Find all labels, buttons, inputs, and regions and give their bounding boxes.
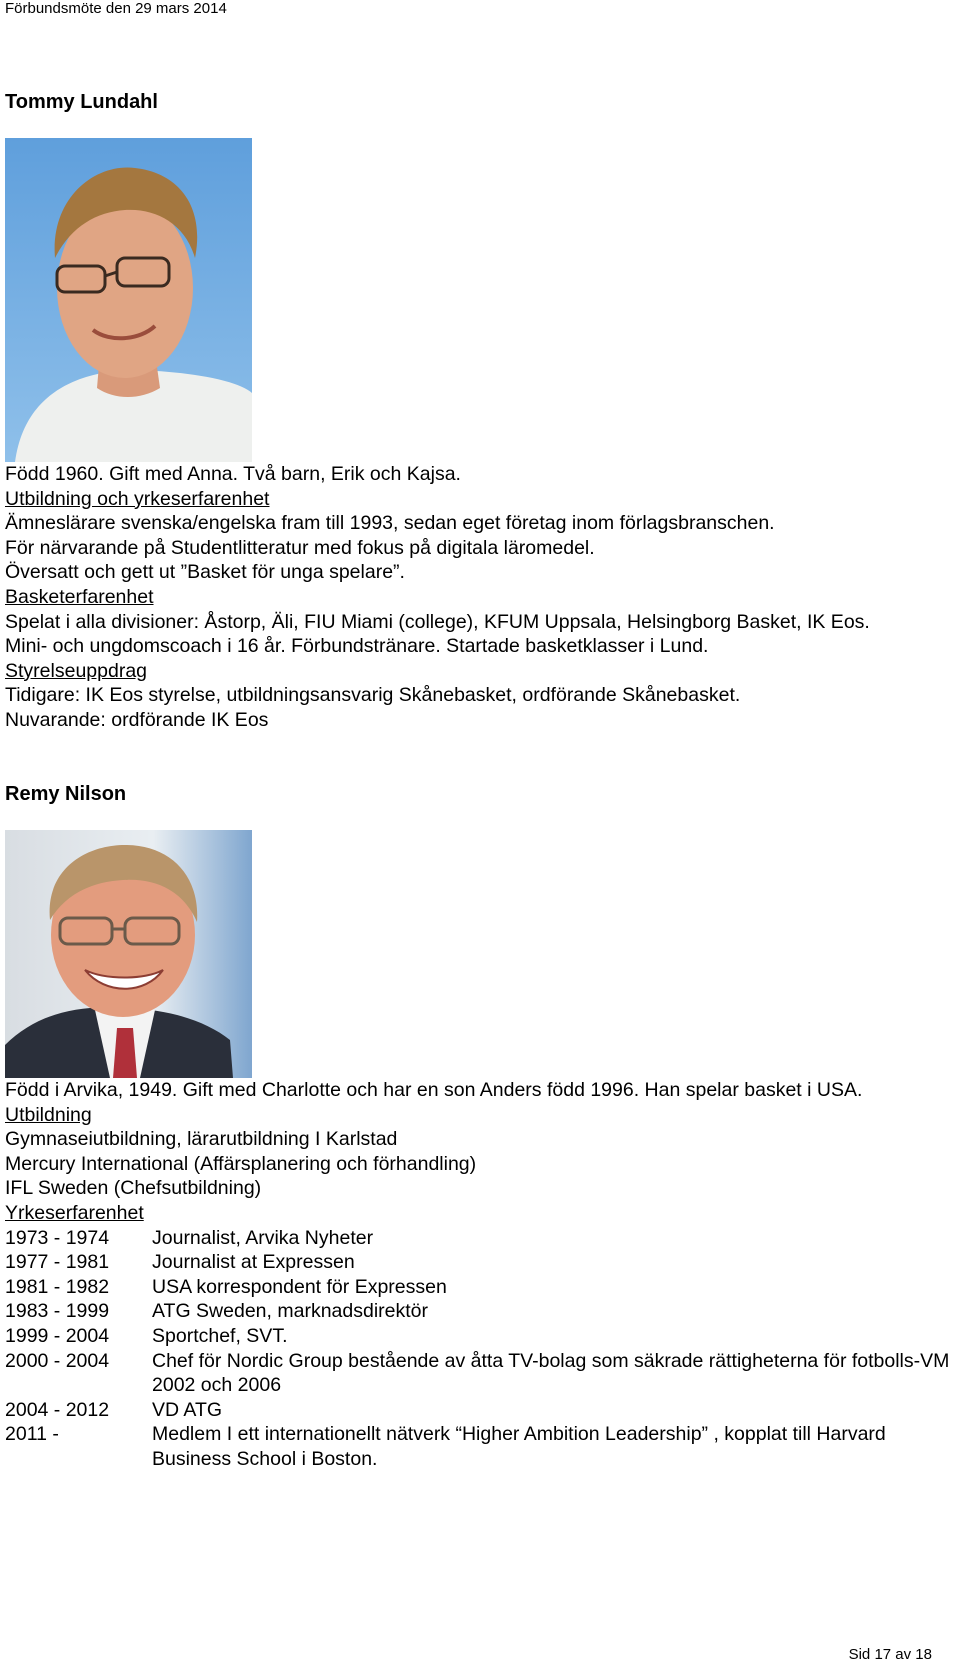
- bio-line: Född 1960. Gift med Anna. Två barn, Erik och Kajsa.: [5, 463, 461, 485]
- document-header: Förbundsmöte den 29 mars 2014: [5, 0, 227, 17]
- bio-line: Nuvarande: ordförande IK Eos: [5, 708, 269, 731]
- career-row: [5, 1324, 955, 1349]
- person-name-remy: Remy Nilson: [5, 783, 127, 805]
- career-role: Medlem I ett internationellt nätverk “Higher Ambition Leadership” , kopplat till Harvard Business School i Boston.: [152, 1423, 886, 1470]
- bio-line: Född i Arvika, 1949. Gift med Charlotte och har en son Anders född 1996. Han spelar basket i USA.: [5, 1079, 863, 1101]
- bio-line: Översatt och gett ut ”Basket för unga spelare”.: [5, 561, 405, 584]
- career-years: 1981 - 1982: [5, 1275, 110, 1298]
- section-heading-career: Yrkeserfarenhet: [5, 1201, 144, 1224]
- career-years: 2000 - 2004: [5, 1349, 110, 1372]
- bio-line: IFL Sweden (Chefsutbildning): [5, 1177, 262, 1200]
- bio-line: Spelat i alla divisioner: Åstorp, Äli, FIU Miami (college), KFUM Uppsala, Helsingborg Basket, IK Eos.: [5, 610, 870, 633]
- bio-line: Mini- och ungdomscoach i 16 år. Förbundstränare. Startade basketklasser i Lund.: [5, 635, 709, 658]
- career-row: [5, 1250, 955, 1275]
- page-number: Sid 17 av 18: [848, 1646, 932, 1663]
- portrait-photo-icon: [5, 138, 252, 462]
- bio-line: Ämneslärare svenska/engelska fram till 1993, sedan eget företag inom förlagsbranschen.: [5, 512, 775, 535]
- career-row: [5, 1275, 955, 1300]
- portrait-photo-remy: [5, 830, 252, 1078]
- bio-line: Gymnaseiutbildning, lärarutbildning I Karlstad: [5, 1128, 398, 1151]
- career-years: 1983 - 1999: [5, 1300, 110, 1323]
- bio-remy: [5, 1078, 955, 1472]
- career-role: Chef för Nordic Group bestående av åtta TV-bolag som säkrade rättigheterna för fotbolls-VM 2002 och 2006: [152, 1349, 950, 1397]
- section-heading-education: Utbildning: [5, 1103, 92, 1126]
- bio-line: Tidigare: IK Eos styrelse, utbildningsansvarig Skånebasket, ordförande Skånebasket.: [5, 684, 741, 707]
- career-role: VD ATG: [152, 1398, 223, 1421]
- career-row: [5, 1422, 955, 1471]
- career-row: [5, 1398, 955, 1423]
- career-row: [5, 1226, 955, 1251]
- section-heading-education: Utbildning och yrkeserfarenhet: [5, 487, 270, 510]
- portrait-photo-tommy: [5, 138, 252, 462]
- bio-line: För närvarande på Studentlitteratur med fokus på digitala läromedel.: [5, 536, 595, 559]
- career-years: 1999 - 2004: [5, 1324, 110, 1347]
- career-years: 1973 - 1974: [5, 1226, 110, 1249]
- section-heading-board: Styrelseuppdrag: [5, 659, 148, 682]
- career-role: Journalist, Arvika Nyheter: [152, 1226, 374, 1249]
- career-role: ATG Sweden, marknadsdirektör: [152, 1300, 428, 1323]
- career-years: 2011 -: [5, 1423, 59, 1446]
- career-years: 1977 - 1981: [5, 1251, 110, 1274]
- career-role: Sportchef, SVT.: [152, 1324, 288, 1347]
- bio-line: Mercury International (Affärsplanering och förhandling): [5, 1152, 477, 1175]
- career-years: 2004 - 2012: [5, 1398, 110, 1421]
- portrait-photo-icon: [5, 830, 252, 1078]
- person-name-tommy: Tommy Lundahl: [5, 91, 158, 113]
- section-heading-basket: Basketerfarenhet: [5, 585, 154, 608]
- career-row: [5, 1299, 955, 1324]
- career-role: USA korrespondent för Expressen: [152, 1275, 447, 1298]
- career-row: [5, 1349, 955, 1398]
- career-role: Journalist at Expressen: [152, 1251, 355, 1274]
- bio-tommy: [5, 462, 955, 733]
